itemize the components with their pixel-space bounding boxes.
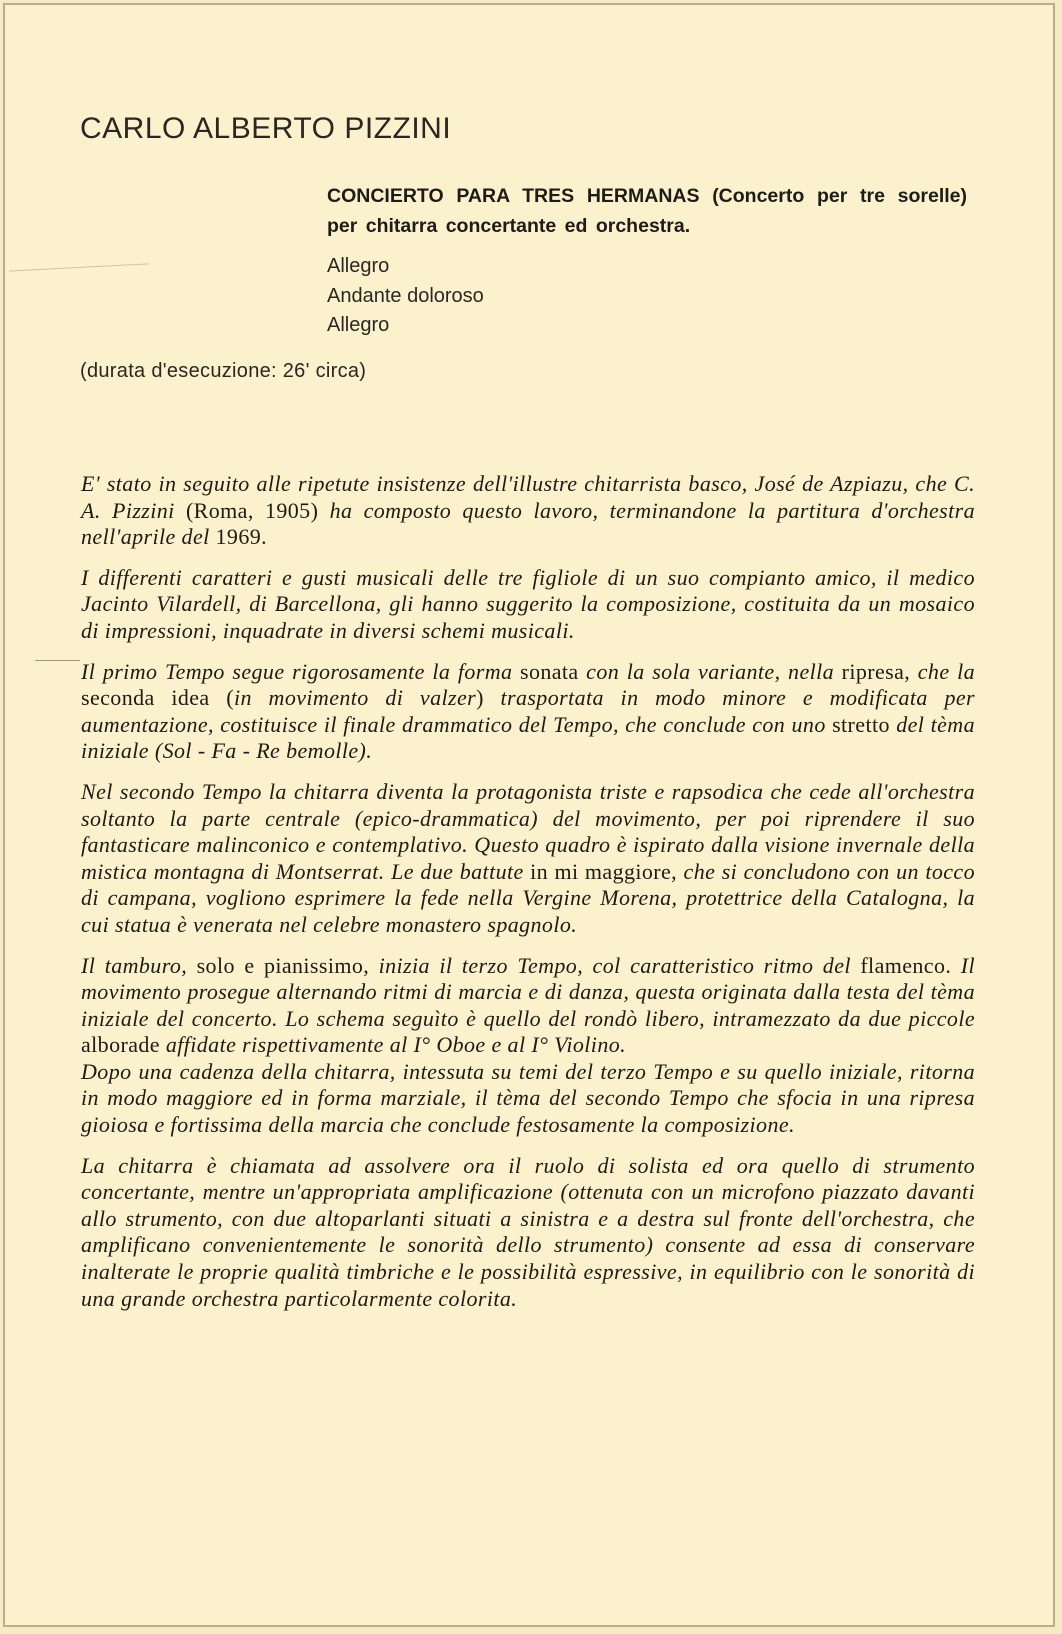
italic-text-run: ha composto questo lavoro, terminandone la partitura d'orchestra nell'aprile del [81, 497, 975, 550]
roman-text-run: flamenco. [860, 952, 961, 978]
roman-text-run: ( [226, 685, 234, 711]
work-title: CONCIERTO PARA TRES HERMANAS (Concerto per tre sorelle) per chitarra concertante ed orchestra. [327, 185, 967, 237]
roman-text-run: stretto [832, 711, 897, 737]
movement-item: Allegro [327, 314, 390, 336]
italic-text-run: trasportata in modo minore e modificata per aumentazione, costituisce il finale drammatico del Tempo, che conclude con uno [81, 685, 975, 737]
italic-text-run: inizia il terzo Tempo, col caratteristico ritmo del [378, 952, 861, 978]
roman-text-run: sonata [519, 658, 587, 684]
italic-text-run: del tèma iniziale (Sol - Fa - Re bemolle). [81, 711, 975, 764]
roman-text-run: alborade [81, 1032, 166, 1058]
performance-duration: (durata d'esecuzione: 26' circa) [80, 360, 367, 382]
italic-text-run: affidate rispettivamente al I° Oboe e al I° Violino. [165, 1032, 627, 1058]
italic-text-run: con la sola variante, nella [586, 658, 842, 684]
paragraph [81, 471, 975, 551]
paragraph [81, 565, 975, 645]
italic-text-run: Il primo Tempo segue rigorosamente la forma [81, 658, 520, 684]
paper-mark [9, 263, 149, 277]
program-notes [81, 471, 975, 1326]
paragraph [81, 659, 975, 765]
italic-text-run: Il tamburo, [81, 952, 197, 978]
paragraph [81, 1153, 975, 1313]
italic-text-run: Dopo una cadenza della chitarra, intessuta su temi del terzo Tempo e su quello iniziale, ritorna in modo maggiore ed in forma marziale, il tèma del secondo Tempo che sfocia in una ripresa gioiosa e fortissima della marcia che conclude festosamente la composizione. [81, 1058, 975, 1138]
italic-text-run: Nel secondo Tempo la chitarra diventa la protagonista triste e rapsodica che cede all'orchestra soltanto la parte centrale (epico-drammatica) del movimento, per poi riprendere il suo fantasticare malinconico e contemplativo. Questo quadro è ispirato dalla visione invernale della mistica montagna di Montserrat. Le due battute [81, 778, 975, 884]
document-page [3, 3, 1055, 1627]
movement-item: Andante doloroso [327, 284, 484, 307]
roman-text-run: ) [476, 685, 501, 711]
italic-text-run: in movimento di valzer [233, 685, 477, 711]
italic-text-run: che si concludono con un tocco di campana, vogliono esprimere la fede nella Vergine Morena, protettrice della Catalogna, la cui statua è venerata nel celebre monastero spagnolo. [81, 858, 975, 937]
italic-text-run: Il movimento prosegue alternando ritmi di marcia e di danza, questa originata dalla testa del tèma iniziale del concerto. Lo schema seguìto è quello del rondò libero, intramezzato da due piccole [81, 952, 975, 1031]
italic-text-run: che la [917, 658, 975, 684]
roman-text-run: in mi maggiore, [530, 858, 684, 884]
paragraph [81, 953, 975, 1139]
italic-text-run: E' stato in seguito alle ripetute insistenze dell'illustre chitarrista basco, José de Azpiazu, che C. A. Pizzini [81, 471, 975, 523]
paragraph [81, 779, 975, 939]
roman-text-run: (Roma, 1905) [185, 497, 330, 523]
movement-item: Allegro [327, 255, 390, 277]
roman-text-run: solo e pianissimo, [196, 952, 379, 978]
italic-text-run: I differenti caratteri e gusti musicali delle tre figliole di un suo compianto amico, il medico Jacinto Vilardell, di Barcellona, gli hanno suggerito la composizione, costituita da un mosaico di impressioni, inquadrate in diversi schemi musicali. [81, 564, 975, 643]
roman-text-run: 1969. [215, 524, 268, 550]
movement-list [327, 252, 484, 341]
roman-text-run: seconda idea [81, 685, 227, 711]
roman-text-run: ripresa, [841, 658, 918, 684]
italic-text-run: La chitarra è chiamata ad assolvere ora il ruolo di solista ed ora quello di strumento concertante, mentre un'appropriata amplificazione (ottenuta con un microfono piazzato davanti allo strumento, con due altoparlanti situati a sinistra e a destra sul fronte dell'orchestra, che amplificano convenientemente le sonorità dello strumento) consente ad essa di conservare inalterate le proprie qualità timbriche e le possibilità espressive, in equilibrio con le sonorità di una grande orchestra particolarmente colorita. [81, 1152, 975, 1311]
paper-mark [35, 660, 80, 661]
composer-name: CARLO ALBERTO PIZZINI [80, 112, 452, 145]
